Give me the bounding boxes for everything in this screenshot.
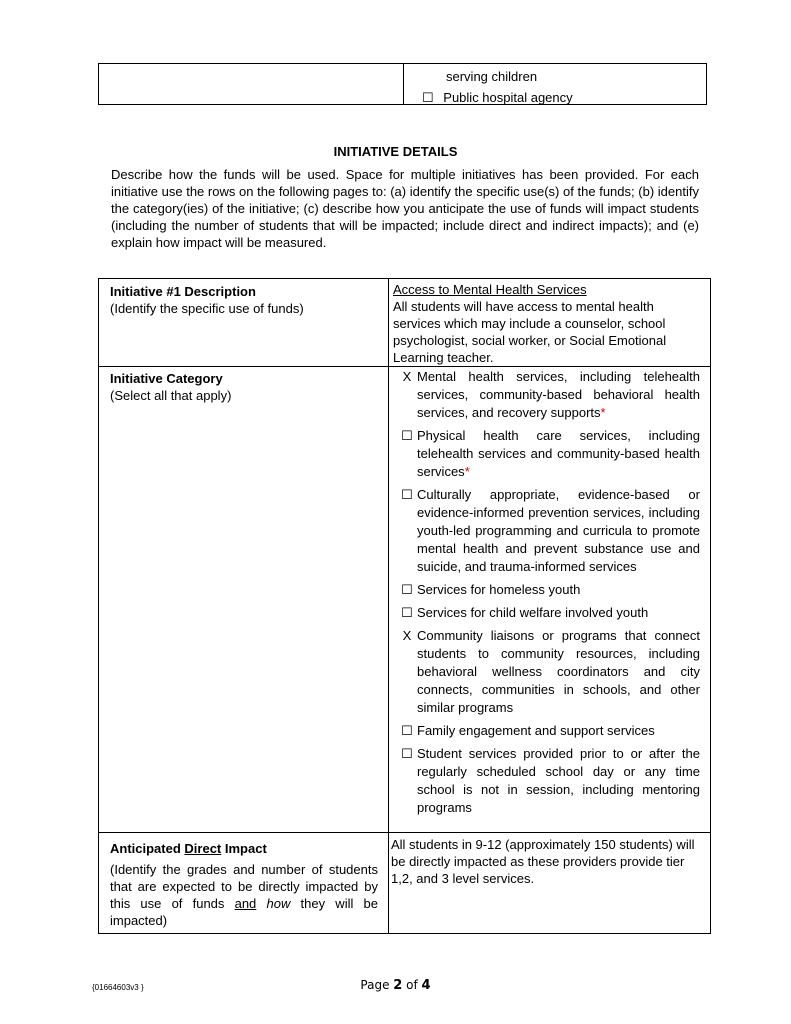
option-label: Services for homeless youth <box>417 582 581 597</box>
document-id: {01664603v3 } <box>92 983 144 992</box>
checkbox-icon[interactable]: ☐ <box>401 605 413 620</box>
option-label: Public hospital agency <box>443 90 573 105</box>
category-option[interactable] <box>397 486 700 576</box>
option-label: Family engagement and support services <box>417 723 655 738</box>
category-options <box>389 366 710 832</box>
category-option[interactable] <box>397 581 700 599</box>
initiative-title: Access to Mental Health Services <box>393 282 587 297</box>
category-option[interactable] <box>397 368 700 422</box>
checkbox-icon[interactable]: ☐ <box>401 746 413 761</box>
description-value-cell <box>389 279 710 366</box>
direct-impact-label: Anticipated Direct Impact <box>110 841 267 856</box>
option-label: Services for child welfare involved youth <box>417 605 649 620</box>
description-label-cell <box>99 279 389 366</box>
continuation-left-cell <box>99 64 404 104</box>
option-label: Community liaisons or programs that connect students to community resources, including behavioral wellness coordinators and city connects, communities in schools, and other similar programs <box>417 628 700 715</box>
option-label: Culturally appropriate, evidence-based or evidence-informed prevention services, including youth-led programming and curricula to promote mental health and prevent substance use and suicide, and trauma-informed services <box>417 487 700 574</box>
required-asterisk: * <box>600 405 606 420</box>
option-label: Student services provided prior to or after the regularly scheduled school day or any time school is not in session, including mentoring programs <box>417 746 700 815</box>
option-label: Physical health care services, including telehealth services and community-based health services <box>417 428 700 479</box>
direct-impact-row <box>99 832 710 933</box>
intro-paragraph: Describe how the funds will be used. Space for multiple initiatives has been provided. For each initiative use the rows on the following pages to: (a) identify the specific use(s) of the funds; (b) identify the category(ies) of the initiative; (c) describe how you anticipate the use of funds will impact students (including the number of students that will be impacted; include direct and indirect impacts); and (e) explain how impact will be measured. <box>111 167 699 250</box>
category-label-cell <box>99 366 389 832</box>
direct-impact-sublabel: (Identify the grades and number of students that are expected to be directly impacted by this use of funds and how they will be impacted) <box>110 862 379 928</box>
checkbox-icon[interactable]: X <box>402 628 412 643</box>
initiative-body: All students will have access to mental health services which may include a counselor, school psychologist, social worker, or Social Emotional Learning teacher. <box>393 299 667 365</box>
category-option[interactable] <box>397 627 700 717</box>
checkbox-icon[interactable]: ☐ <box>401 582 413 597</box>
description-sublabel: (Identify the specific use of funds) <box>110 301 304 316</box>
category-option[interactable] <box>397 604 700 622</box>
checkbox-icon[interactable]: X <box>402 369 412 384</box>
section-title: INITIATIVE DETAILS <box>333 144 458 159</box>
checkbox-icon[interactable]: ☐ <box>401 487 413 502</box>
category-option[interactable] <box>397 722 700 740</box>
continuation-right-cell <box>404 64 706 104</box>
page-number: Page 2 of 4 <box>360 978 431 993</box>
public-hospital-option <box>422 87 706 108</box>
checkbox-icon[interactable]: ☐ <box>401 428 413 443</box>
continuation-text: serving children <box>446 69 538 84</box>
category-label: Initiative Category <box>110 371 223 386</box>
direct-impact-text: All students in 9-12 (approximately 150 students) will be directly impacted as these providers provide tier 1,2, and 3 level services. <box>391 837 695 886</box>
description-row <box>99 279 710 367</box>
category-option[interactable] <box>397 427 700 481</box>
category-row <box>99 366 710 833</box>
continuation-table <box>98 63 707 105</box>
description-label: Initiative #1 Description <box>110 284 256 299</box>
category-option[interactable] <box>397 745 700 817</box>
checkbox-icon[interactable]: ☐ <box>422 90 434 105</box>
direct-impact-value-cell <box>389 832 710 933</box>
initiative-table <box>98 278 711 934</box>
category-sublabel: (Select all that apply) <box>110 388 232 403</box>
required-asterisk: * <box>464 464 470 479</box>
option-label: Mental health services, including telehealth services, community-based behavioral health services, and recovery supports <box>417 369 700 420</box>
checkbox-icon[interactable]: ☐ <box>401 723 413 738</box>
direct-impact-label-cell <box>99 832 389 933</box>
